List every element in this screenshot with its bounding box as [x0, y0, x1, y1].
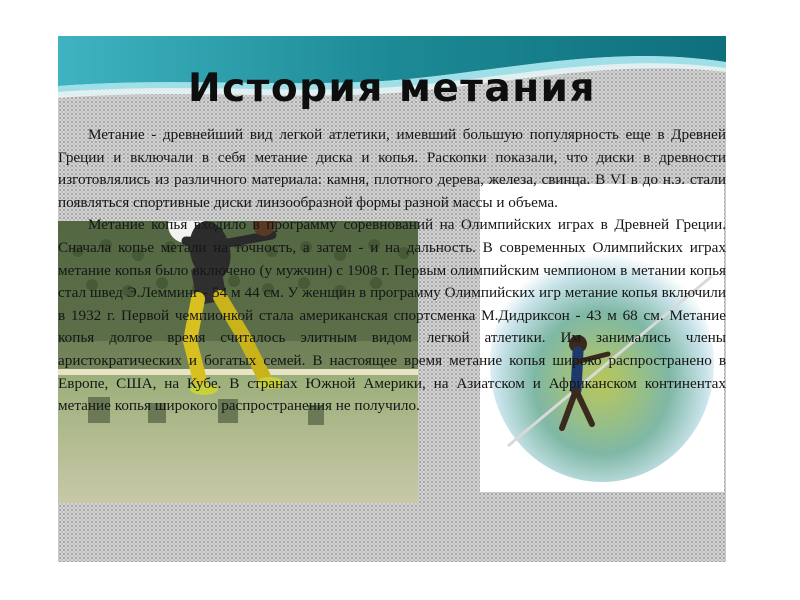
article-text	[58, 124, 726, 418]
paragraph-javelin: Метание копья входило в программу соревнований на Олимпийских играх в Древней Греции. Сначала копье метали на точность, а затем - и на дальность. В современных Олимпийских играх метание копья было включено (у мужчин) с 1908 г. Первым олимпийским чемпионом в метании копья стал швед Э.Лемминг - 54 м 44 см. У женщин в программу Олимпийских игр метание копья включили в 1932 г. Первой чемпионкой стала американская спортсменка М.Дидриксон - 43 м 68 см. Метание копья долгое время считалось элитным видом легкой атлетики. Им занимались члены аристократических и богатых семей. В настоящее время метание копья широко распространено в Европе, США, на Кубе. В странах Южной Америки, на Азиатском и Африканском континентах метание копья широкого распространения не получило.	[58, 216, 726, 415]
paragraph-history: Метание - древнейший вид легкой атлетики, имевший большую популярность еще в Древней Греции и включали в себя метание диска и копья. Раскопки показали, что диски в древности изготовлялись из различного материала: камня, плотного дерева, железа, свинца. В VI в до н.э. стали появляться спортивные диски линзообразной формы разной массы и объема.	[58, 126, 726, 211]
slide	[58, 36, 726, 562]
slide-title: История метания	[187, 66, 597, 111]
